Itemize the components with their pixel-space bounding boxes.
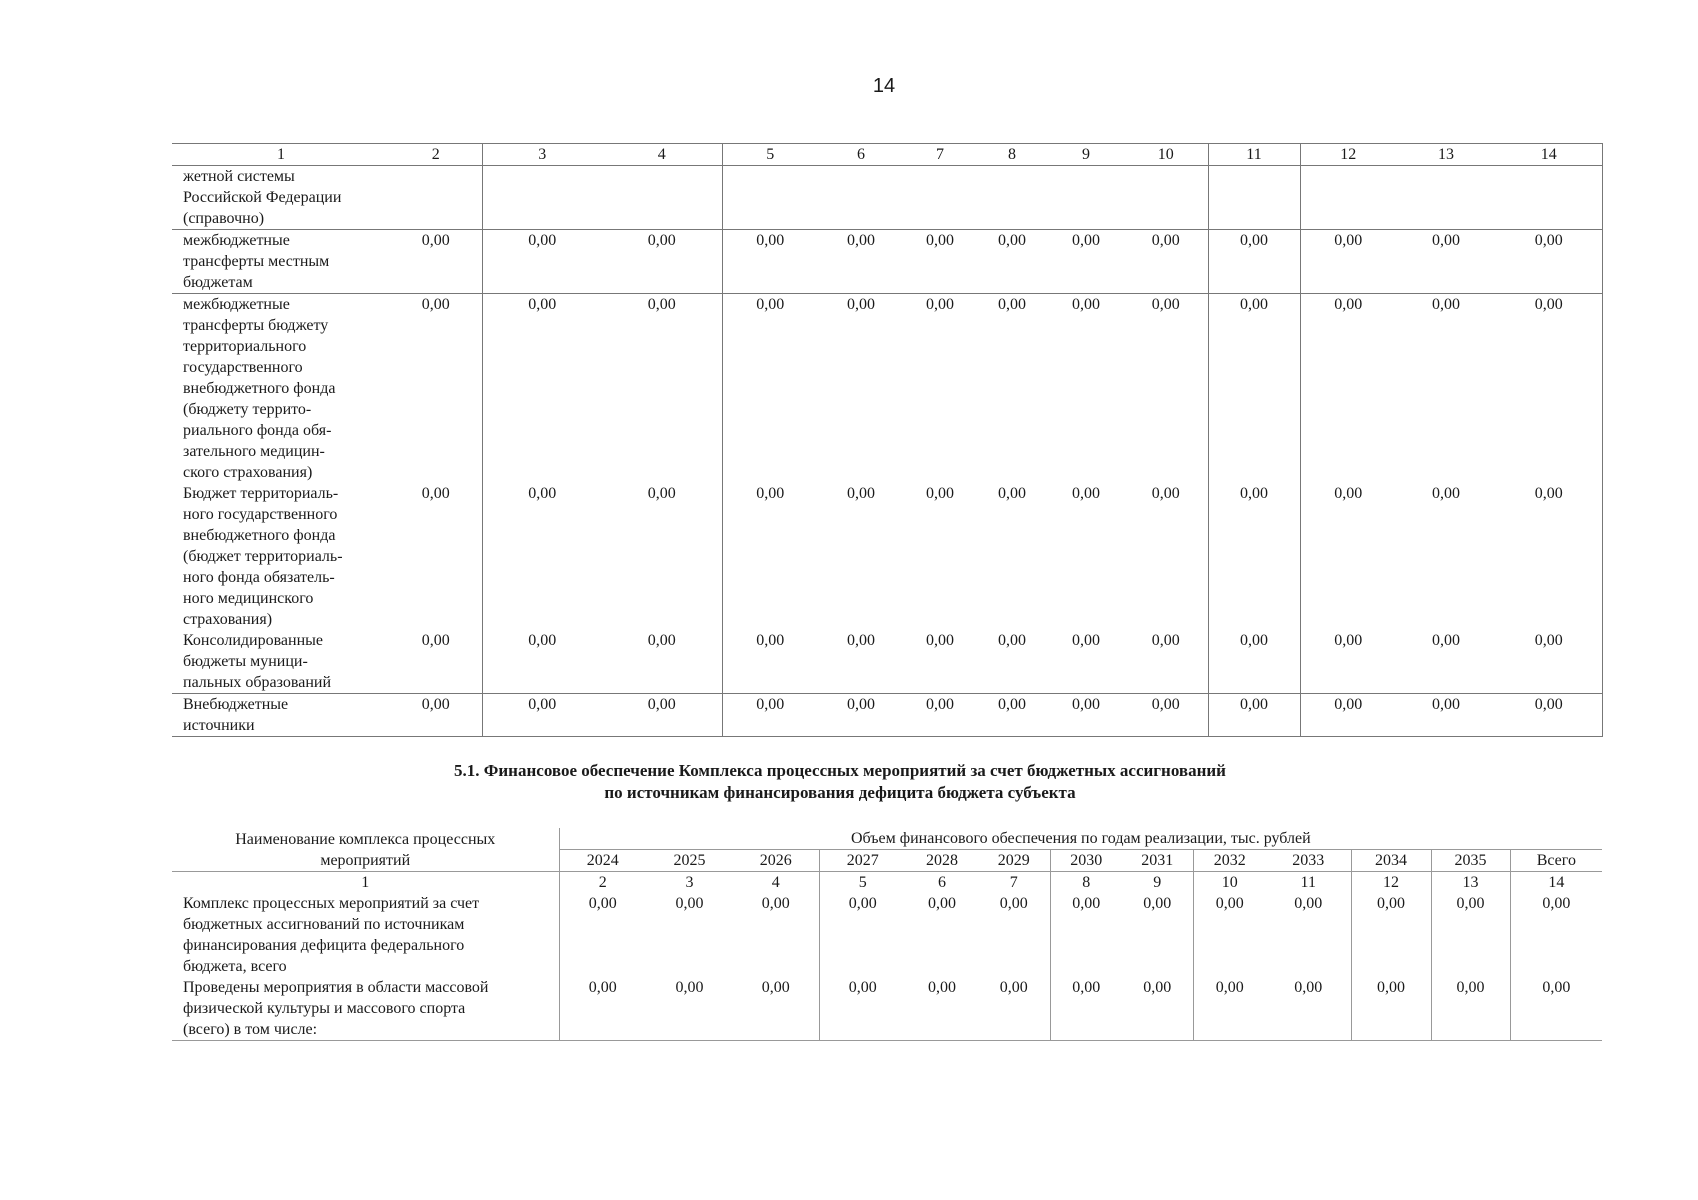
value-cell: 0,00 [1300,630,1396,694]
value-cell: 0,00 [602,230,722,294]
value-cell: 0,00 [482,630,602,694]
section-heading-line: по источникам финансирования дефицита бюджета субъекта [604,783,1076,802]
value-cell: 0,00 [976,230,1048,294]
row-label-line: бюджетных ассигнований по источникам [183,916,465,933]
value-cell: 0,00 [998,485,1026,502]
page-number: 14 [872,75,896,97]
table-row [172,294,1602,484]
value-cell: 0,00 [602,630,722,694]
value-cell: 0,00 [1050,893,1122,977]
value-cell: 0,00 [1431,893,1510,977]
header-line: мероприятий [320,852,411,869]
value-cell: 0,00 [722,630,818,694]
value-cell: 0,00 [1351,977,1431,1041]
row-label-line: (бюджету террито- [183,401,312,418]
value-cell: 0,00 [1300,694,1396,737]
row-label-line: бюджеты муници- [183,653,308,670]
column-number: 9 [1122,872,1193,894]
financing-table-continued [172,143,1603,737]
value-cell: 0,00 [1300,294,1396,484]
value-cell: 0,00 [1193,893,1266,977]
value-cell: 0,00 [976,694,1048,737]
value-cell: 0,00 [647,485,676,502]
value-cell: 0,00 [482,483,602,630]
table-row [172,166,1602,230]
row-label-line: межбюджетные [183,296,290,313]
column-number: 7 [904,144,976,166]
value-cell: 0,00 [1048,694,1124,737]
row-label-line: Комплекс процессных мероприятий за счет [183,895,480,912]
value-cell: 0,00 [1496,694,1602,737]
value-cell: 0,00 [722,483,818,630]
row-label-line: внебюджетного фонда [183,380,336,397]
value-cell: 0,00 [647,296,676,313]
row-label [172,166,390,230]
row-label-line: Бюджет территориаль- [183,485,339,502]
row-label [172,230,390,294]
value-cell: 0,00 [999,895,1028,912]
value-cell: 0,00 [926,296,954,313]
column-number: 2 [559,872,646,894]
value-cell: 0,00 [1496,294,1602,484]
value-cell: 0,00 [1300,483,1396,630]
year-header: 2027 [819,850,906,872]
column-number: 8 [1050,872,1122,894]
value-cell: 0,00 [1432,296,1460,313]
value-cell: 0,00 [847,485,875,502]
row-label-line: страхования) [183,611,273,628]
year-header: 2025 [646,850,733,872]
value-cell: 0,00 [482,694,602,737]
row-label-line: Проведены мероприятия в области массовой [183,979,489,996]
value-cell: 0,00 [559,893,646,977]
value-cell: 0,00 [904,694,976,737]
column-number: 6 [906,872,978,894]
value-cell [818,166,904,230]
row-label [172,483,390,630]
value-cell: 0,00 [1124,230,1208,294]
column-number: 3 [482,144,602,166]
column-number: 14 [1510,872,1602,894]
row-label-line: Российской Федерации [183,189,342,206]
row-label-line: Внебюджетные [183,696,289,713]
year-header: 2029 [978,850,1050,872]
value-cell [1396,166,1496,230]
row-label-line: (бюджет территориаль- [183,548,343,565]
column-number: 9 [1048,144,1124,166]
table-row [172,893,1602,977]
value-cell [602,166,722,230]
value-cell [1124,166,1208,230]
value-cell [1300,166,1396,230]
value-cell: 0,00 [675,895,704,912]
value-cell [904,166,976,230]
value-cell: 0,00 [421,296,450,313]
row-label-line: бюджетам [183,274,253,291]
year-header: 2031 [1122,850,1193,872]
year-header: 2030 [1050,850,1122,872]
value-cell: 0,00 [1124,630,1208,694]
column-number: 11 [1208,144,1300,166]
financing-deficit-sources-table [172,828,1602,1041]
row-label-line: ного фонда обязатель- [183,569,335,586]
value-cell: 0,00 [1396,230,1496,294]
value-cell: 0,00 [761,895,790,912]
value-cell: 0,00 [1432,485,1460,502]
value-cell: 0,00 [847,296,875,313]
value-cell: 0,00 [818,230,904,294]
value-cell: 0,00 [1294,895,1323,912]
section-heading [330,760,1350,804]
value-cell [722,166,818,230]
column-number: 5 [819,872,906,894]
value-cell: 0,00 [722,230,818,294]
value-cell: 0,00 [421,485,450,502]
value-cell: 0,00 [1122,977,1193,1041]
value-cell: 0,00 [733,977,819,1041]
value-cell: 0,00 [1193,977,1266,1041]
column-number: 3 [646,872,733,894]
header-line: Наименование комплекса процессных [235,831,496,848]
value-cell [976,166,1048,230]
value-cell: 0,00 [1496,230,1602,294]
volume-header-row [172,828,1602,850]
row-label-line: источники [183,717,255,734]
value-cell: 0,00 [1431,977,1510,1041]
column-number: 10 [1193,872,1266,894]
value-cell: 0,00 [978,977,1050,1041]
value-cell: 0,00 [904,630,976,694]
row-label [172,694,390,737]
row-label-line: (справочно) [183,210,265,227]
row-label [172,294,390,484]
value-cell [1496,166,1602,230]
value-cell [390,166,482,230]
row-label [172,893,559,977]
value-cell: 0,00 [819,977,906,1041]
value-cell: 0,00 [1351,893,1431,977]
value-cell: 0,00 [646,977,733,1041]
value-cell: 0,00 [976,630,1048,694]
value-cell: 0,00 [1208,230,1300,294]
value-cell: 0,00 [1072,296,1100,313]
value-cell: 0,00 [818,694,904,737]
value-cell: 0,00 [390,230,482,294]
row-label-line: ного медицинского [183,590,314,607]
value-cell: 0,00 [1396,630,1496,694]
value-cell: 0,00 [1208,483,1300,630]
column-number-row [172,872,1602,894]
value-cell: 0,00 [482,230,602,294]
year-header: 2035 [1431,850,1510,872]
value-cell: 0,00 [722,294,818,484]
row-label-line: ского страхования) [183,464,313,481]
value-cell: 0,00 [559,977,646,1041]
value-cell [1048,166,1124,230]
value-cell: 0,00 [1050,977,1122,1041]
year-header: 2034 [1351,850,1431,872]
section-heading-line: 5.1. Финансовое обеспечение Комплекса процессных мероприятий за счет бюджетных ассигнований [454,761,1226,780]
column-number: 4 [733,872,819,894]
value-cell: 0,00 [906,977,978,1041]
row-label-line: Консолидированные [183,632,323,649]
value-cell: 0,00 [1266,977,1351,1041]
value-cell: 0,00 [819,893,906,977]
value-cell: 0,00 [1208,630,1300,694]
value-cell: 0,00 [928,895,956,912]
year-header: 2024 [559,850,646,872]
row-label-line: ного государственного [183,506,338,523]
row-label-line: финансирования дефицита федерального [183,937,465,954]
row-label-line: межбюджетные [183,232,290,249]
value-cell: 0,00 [1124,694,1208,737]
row-label [172,977,559,1041]
value-cell: 0,00 [390,630,482,694]
row-label-line: пальных образований [183,674,331,691]
column-number: 7 [978,872,1050,894]
row-label-line: физической культуры и массового спорта [183,1000,466,1017]
value-cell: 0,00 [1048,230,1124,294]
column-number: 12 [1351,872,1431,894]
value-cell: 0,00 [390,694,482,737]
value-cell: 0,00 [1510,977,1602,1041]
value-cell: 0,00 [1208,294,1300,484]
row-label-line: (всего) в том числе: [183,1021,318,1038]
column-number: 13 [1431,872,1510,894]
value-cell [1208,166,1300,230]
measure-name-header [172,828,559,872]
row-label-line: трансферты местным [183,253,330,270]
value-cell: 0,00 [1072,485,1100,502]
column-number-row [172,144,1602,166]
value-cell: 0,00 [1396,694,1496,737]
row-label-line: государственного [183,359,303,376]
table-row [172,977,1602,1041]
value-cell: 0,00 [818,630,904,694]
table-row [172,694,1602,737]
column-number: 6 [818,144,904,166]
column-number: 1 [172,144,390,166]
table-row [172,483,1602,630]
value-cell: 0,00 [602,694,722,737]
row-label-line: трансферты бюджету [183,317,329,334]
row-label-line: риального фонда обя- [183,422,332,439]
value-cell: 0,00 [926,485,954,502]
row-label-line: зательного медицин- [183,443,325,460]
value-cell: 0,00 [1151,485,1180,502]
column-number: 11 [1266,872,1351,894]
value-cell: 0,00 [1496,630,1602,694]
column-number: 13 [1396,144,1496,166]
column-number: 8 [976,144,1048,166]
year-header: 2033 [1266,850,1351,872]
value-cell: 0,00 [1151,296,1180,313]
year-header: 2032 [1193,850,1266,872]
year-header: 2028 [906,850,978,872]
value-cell [482,166,602,230]
table-row [172,230,1602,294]
value-cell: 0,00 [904,230,976,294]
value-cell: 0,00 [1300,230,1396,294]
column-number: 2 [390,144,482,166]
value-cell: 0,00 [722,694,818,737]
row-label-line: территориального [183,338,307,355]
value-cell: 0,00 [1510,893,1602,977]
column-number: 5 [722,144,818,166]
column-number: 1 [172,872,559,894]
row-label-line: жетной системы [183,168,295,185]
value-cell: 0,00 [482,294,602,484]
year-header: Всего [1510,850,1602,872]
value-cell: 0,00 [998,296,1026,313]
column-number: 10 [1124,144,1208,166]
volume-header: Объем финансового обеспечения по годам реализации, тыс. рублей [559,828,1602,850]
row-label-line: бюджета, всего [183,958,287,975]
row-label-line: внебюджетного фонда [183,527,336,544]
column-number: 14 [1496,144,1602,166]
column-number: 12 [1300,144,1396,166]
column-number: 4 [602,144,722,166]
value-cell: 0,00 [1048,630,1124,694]
value-cell: 0,00 [1208,694,1300,737]
value-cell: 0,00 [1496,483,1602,630]
value-cell: 0,00 [1143,895,1172,912]
year-header: 2026 [733,850,819,872]
table-row [172,630,1602,694]
row-label [172,630,390,694]
